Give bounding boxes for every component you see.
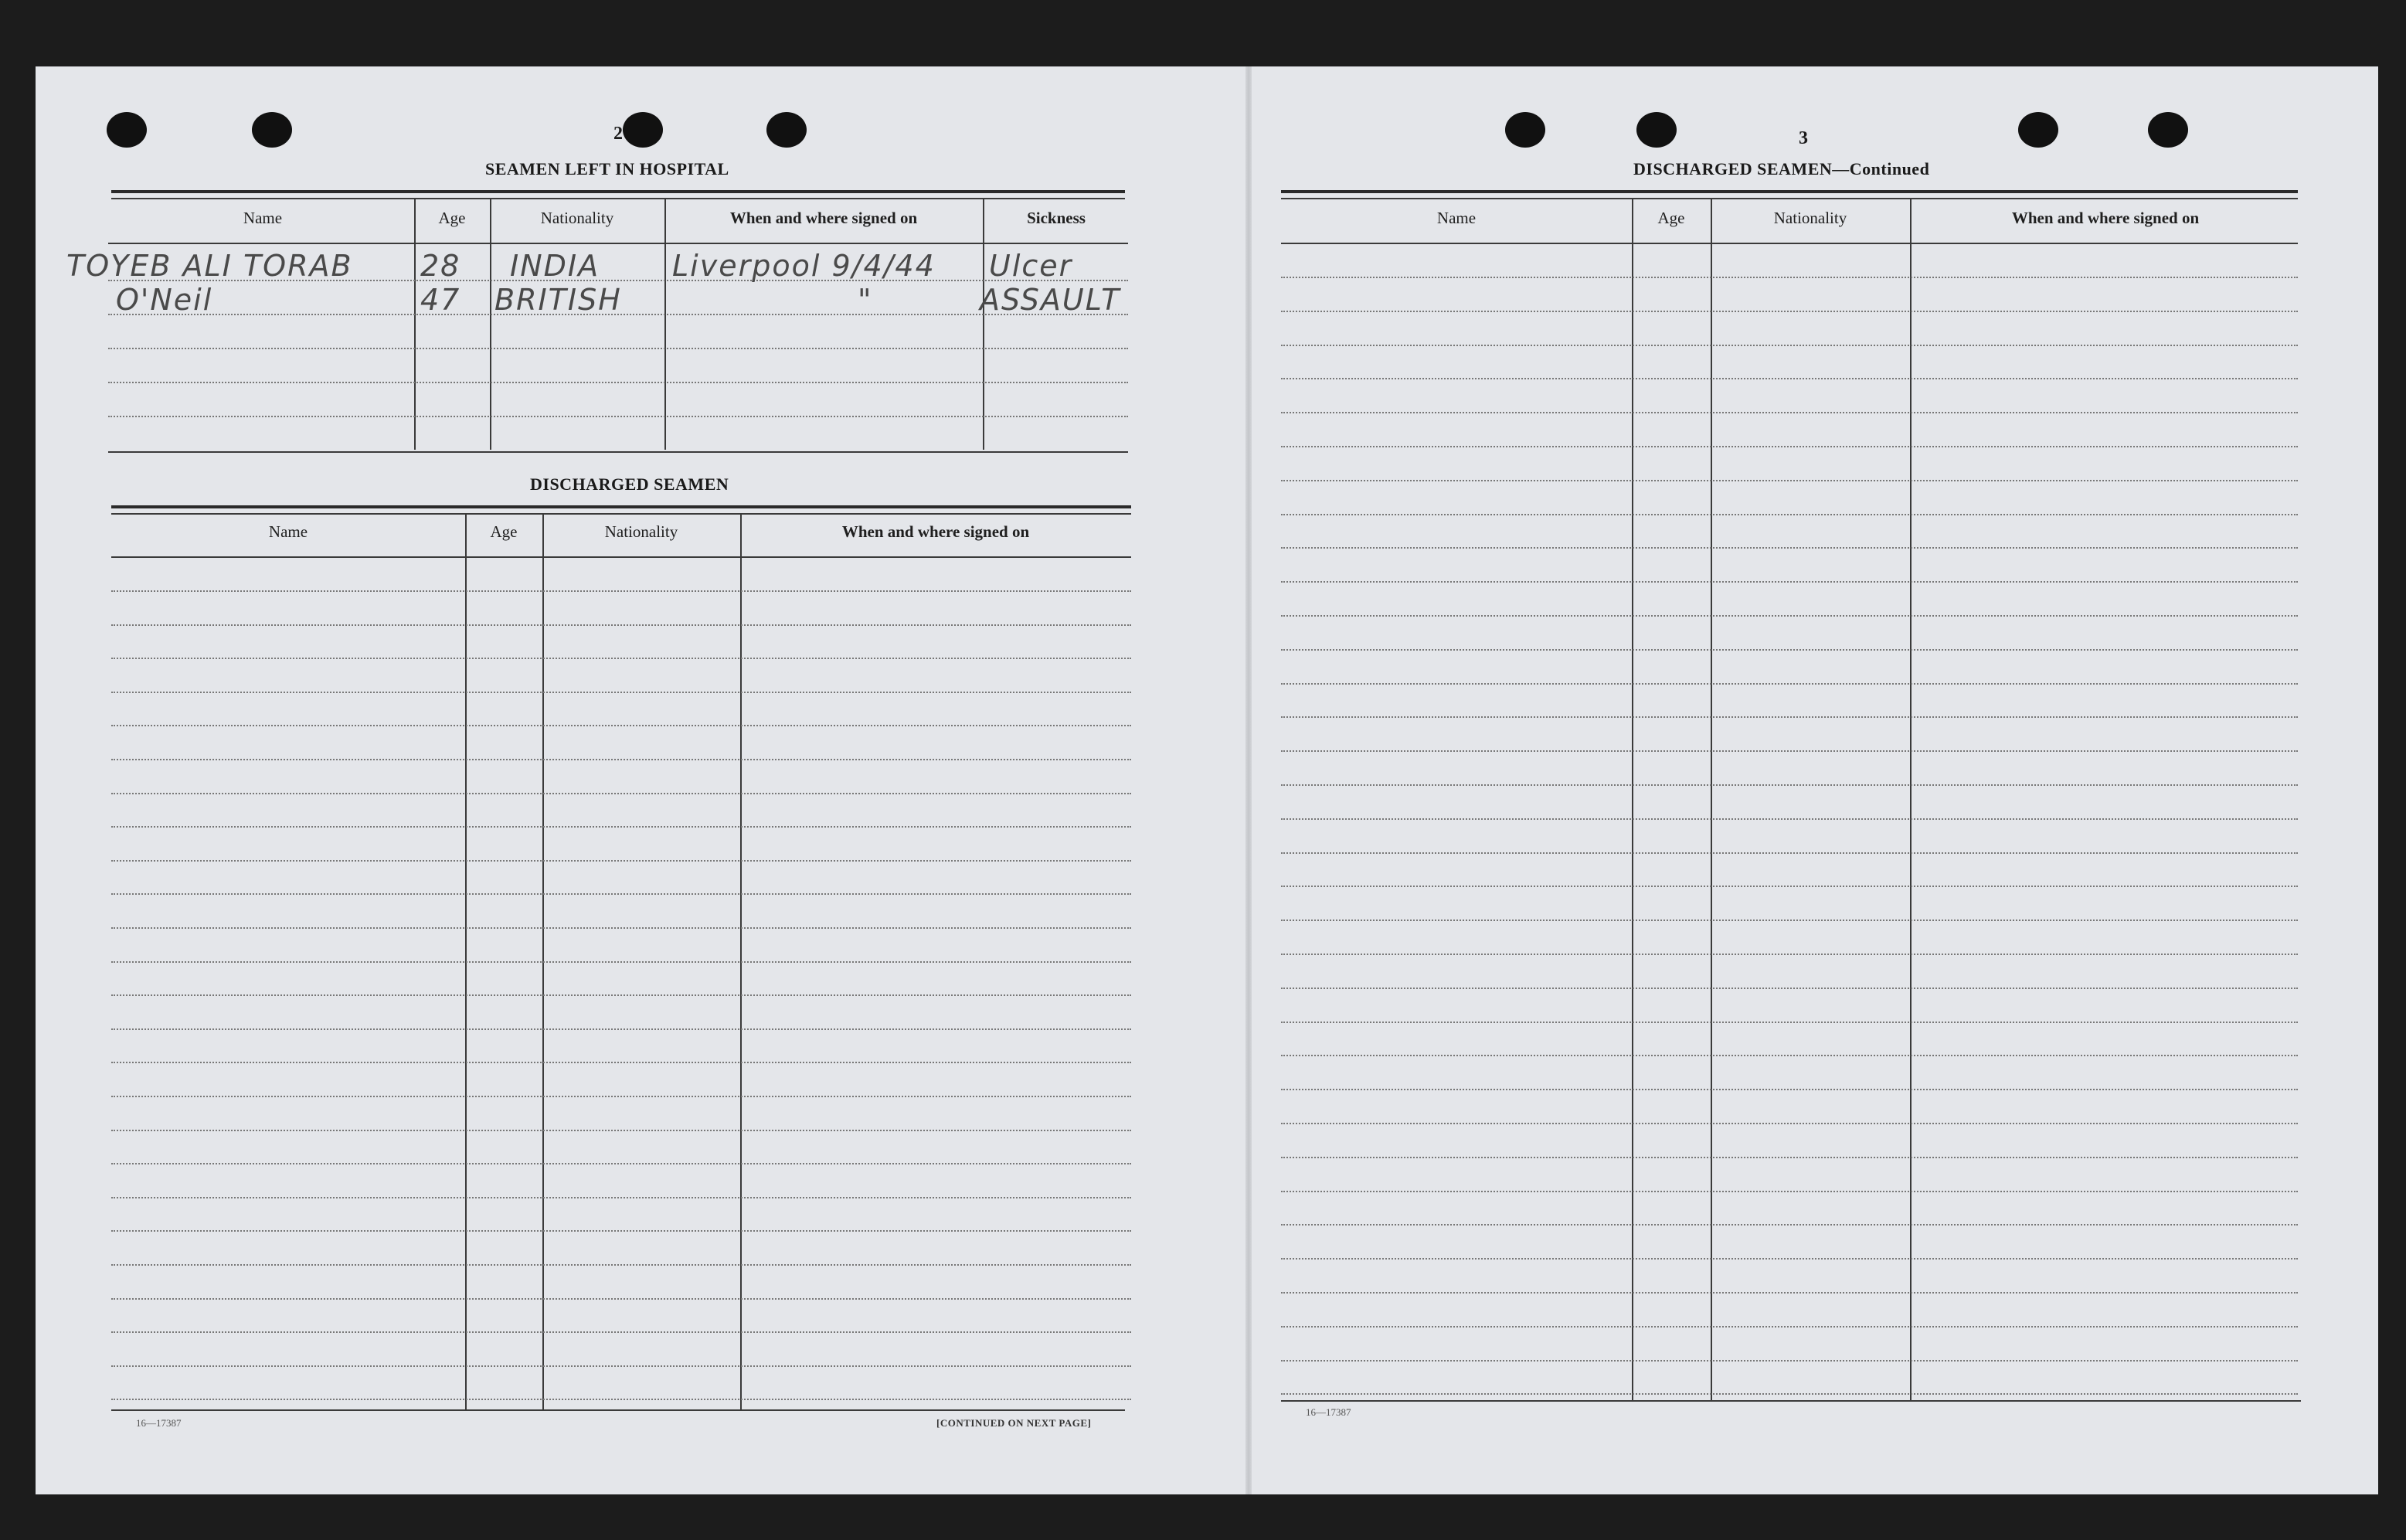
rule: [108, 451, 1128, 453]
row-line: [111, 658, 1131, 659]
row-line: [1281, 1055, 2298, 1056]
column-header-name: Name: [268, 522, 308, 541]
column-header-name: Name: [243, 209, 283, 227]
entry-sickness: Ulcer: [989, 249, 1073, 283]
punch-hole: [1505, 112, 1545, 148]
row-line: [1281, 378, 2298, 379]
row-line: [1281, 277, 2298, 278]
row-line: [1281, 345, 2298, 346]
column-divider: [664, 198, 666, 450]
rule: [1281, 243, 2298, 244]
row-line: [111, 1062, 1131, 1063]
page-number: 2: [613, 124, 623, 144]
row-line: [111, 927, 1131, 929]
row-line: [111, 893, 1131, 895]
column-header-sickness: Sickness: [1027, 209, 1086, 227]
column-header-signed-on: When and where signed on: [841, 522, 1030, 541]
row-line: [1281, 1258, 2298, 1260]
column-header-name: Name: [1436, 209, 1477, 227]
row-line: [1281, 954, 2298, 955]
row-line: [1281, 1191, 2298, 1192]
column-header-nationality: Nationality: [1773, 209, 1847, 227]
rule: [111, 513, 1131, 515]
row-line: [111, 692, 1131, 693]
row-line: [1281, 547, 2298, 549]
rule: [111, 556, 1131, 558]
row-line: [1281, 1393, 2298, 1395]
rule: [111, 505, 1131, 508]
column-header-signed-on: When and where signed on: [2011, 209, 2200, 227]
rule: [1281, 198, 2298, 199]
entry-age: 47: [420, 283, 461, 317]
entry-name: TOYEB ALI TORAB: [66, 249, 353, 283]
row-line: [1281, 818, 2298, 820]
row-line: [111, 860, 1131, 862]
row-line: [1281, 1157, 2298, 1158]
row-line: [1281, 1292, 2298, 1294]
row-line: [111, 1399, 1131, 1400]
row-line: [1281, 988, 2298, 989]
row-line: [111, 1298, 1131, 1300]
row-line: [111, 759, 1131, 760]
row-line: [111, 1365, 1131, 1367]
row-line: [108, 416, 1128, 417]
row-line: [1281, 615, 2298, 617]
rule: [111, 198, 1125, 199]
row-line: [108, 382, 1128, 383]
entry-nationality: INDIA: [510, 249, 600, 283]
row-line: [111, 1264, 1131, 1266]
row-line: [1281, 446, 2298, 447]
row-line: [111, 624, 1131, 626]
rule: [111, 1409, 1125, 1411]
punch-hole: [252, 112, 292, 148]
row-line: [111, 1331, 1131, 1333]
row-line: [1281, 649, 2298, 651]
row-line: [111, 1096, 1131, 1097]
entry-signed-on: Liverpool 9/4/44: [672, 249, 936, 283]
row-line: [111, 826, 1131, 828]
row-line: [111, 1163, 1131, 1164]
row-line: [111, 725, 1131, 726]
row-line: [1281, 886, 2298, 887]
row-line: [1281, 920, 2298, 921]
punch-hole: [2018, 112, 2058, 148]
punch-hole: [2148, 112, 2188, 148]
row-line: [111, 590, 1131, 592]
row-line: [111, 1028, 1131, 1030]
column-divider: [490, 198, 491, 450]
punch-hole: [107, 112, 147, 148]
rule: [111, 190, 1125, 193]
entry-sickness: ASSAULT: [980, 283, 1121, 317]
page-spine: [1245, 66, 1252, 1494]
column-header-nationality: Nationality: [540, 209, 614, 227]
rule: [1281, 190, 2298, 193]
form-code: 16—17387: [136, 1417, 182, 1429]
row-line: [1281, 514, 2298, 515]
row-line: [1281, 1224, 2298, 1226]
row-line: [1281, 1022, 2298, 1023]
entry-name: O'Neil: [116, 283, 213, 317]
row-line: [1281, 750, 2298, 752]
row-line: [1281, 1360, 2298, 1362]
row-line: [1281, 1326, 2298, 1328]
row-line: [1281, 852, 2298, 854]
row-line: [1281, 1123, 2298, 1124]
section-title-discharged: DISCHARGED SEAMEN: [530, 474, 729, 494]
form-code: 16—17387: [1306, 1406, 1351, 1418]
rule: [108, 243, 1128, 244]
column-header-signed-on: When and where signed on: [729, 209, 918, 227]
row-line: [1281, 784, 2298, 786]
punch-hole: [1636, 112, 1677, 148]
column-header-nationality: Nationality: [604, 522, 678, 541]
page-number: 3: [1799, 128, 1808, 148]
row-line: [111, 1130, 1131, 1131]
punch-hole: [623, 112, 663, 148]
section-title-suffix: —Continued: [1832, 159, 1930, 178]
row-line: [1281, 412, 2298, 413]
row-line: [111, 793, 1131, 794]
row-line: [111, 1230, 1131, 1232]
column-header-age: Age: [438, 209, 466, 227]
section-title-discharged-continued: [1633, 159, 1929, 179]
row-line: [1281, 480, 2298, 481]
row-line: [1281, 716, 2298, 718]
row-line: [1281, 683, 2298, 685]
entry-age: 28: [420, 249, 461, 283]
row-line: [111, 994, 1131, 996]
section-title-hospital: SEAMEN LEFT IN HOSPITAL: [485, 159, 729, 178]
section-title-text: DISCHARGED SEAMEN: [1633, 159, 1833, 178]
punch-hole: [766, 112, 807, 148]
column-header-age: Age: [490, 522, 518, 541]
row-line: [1281, 1089, 2298, 1090]
row-line: [1281, 311, 2298, 312]
entry-nationality: BRITISH: [494, 283, 622, 317]
column-divider: [414, 198, 416, 450]
continued-note: [CONTINUED ON NEXT PAGE]: [936, 1417, 1092, 1429]
column-header-age: Age: [1657, 209, 1685, 227]
row-line: [111, 1197, 1131, 1198]
entry-signed-on: ": [858, 283, 873, 317]
row-line: [108, 348, 1128, 349]
row-line: [1281, 581, 2298, 583]
column-divider: [983, 198, 984, 450]
row-line: [111, 961, 1131, 963]
rule: [1281, 1400, 2301, 1402]
